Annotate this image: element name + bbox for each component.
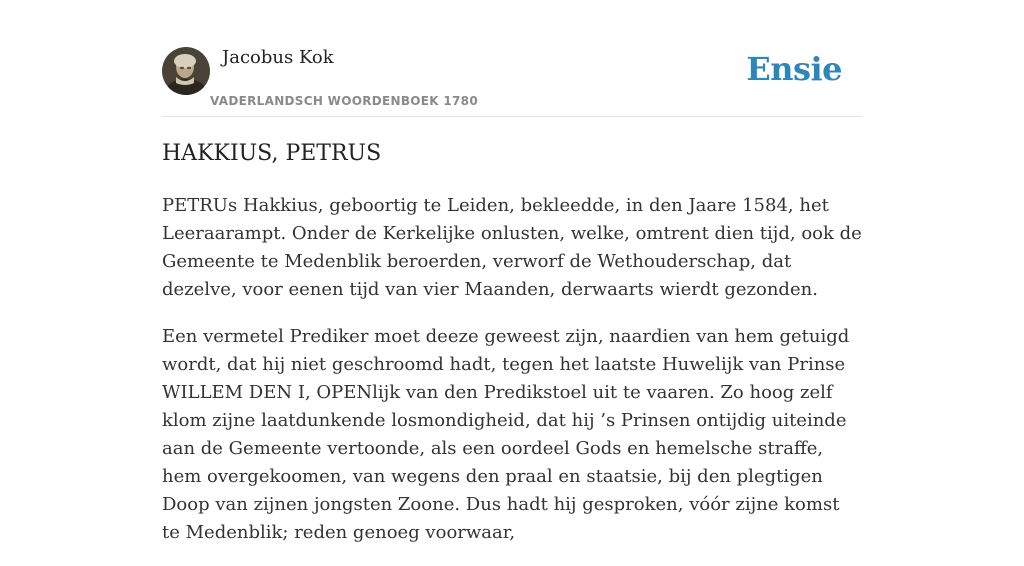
- brand-logo[interactable]: Ensie: [746, 50, 842, 88]
- article-title: HAKKIUS, PETRUS: [162, 141, 382, 166]
- portrait-avatar-icon[interactable]: [162, 47, 210, 95]
- article-paragraph: PETRUs Hakkius, geboortig te Leiden, bekleedde, in den Jaare 1584, het Leeraarampt. Onder de Kerkelijke onlusten, welke, omtrent dien tijd, ook de Gemeente te Medenblik beroerden, verworf de Wethouderschap, dat dezelve, voor eenen tijd van vier Maanden, derwaarts wierdt gezonden.: [162, 195, 862, 300]
- article-header: [162, 0, 862, 117]
- article-paragraph: Een vermetel Prediker moet deeze geweest zijn, naardien van hem getuigd wordt, dat hij niet geschroomd hadt, tegen het laatste Huwelijk van Prinse WILLEM DEN I, OPENlijk van den Predikstoel uit te vaaren. Zo hoog zelf klom zijne laatdunkende losmondigheid, dat hij ’s Prinsen ontijdig uiteinde aan de Gemeente vertoonde, als een oordeel Gods en hemelsche straffe, hem overgekoomen, van wegens den praal en staatsie, bij den plegtigen Doop van zijnen jongsten Zoone. Dus hadt hij gesproken, vóór zijne komst te Medenblik; reden genoeg voorwaar,: [162, 326, 850, 543]
- source-label[interactable]: VADERLANDSCH WOORDENBOEK 1780: [210, 94, 478, 108]
- author-name[interactable]: Jacobus Kok: [222, 47, 334, 68]
- article-body: [162, 192, 862, 566]
- article-page: [162, 0, 862, 543]
